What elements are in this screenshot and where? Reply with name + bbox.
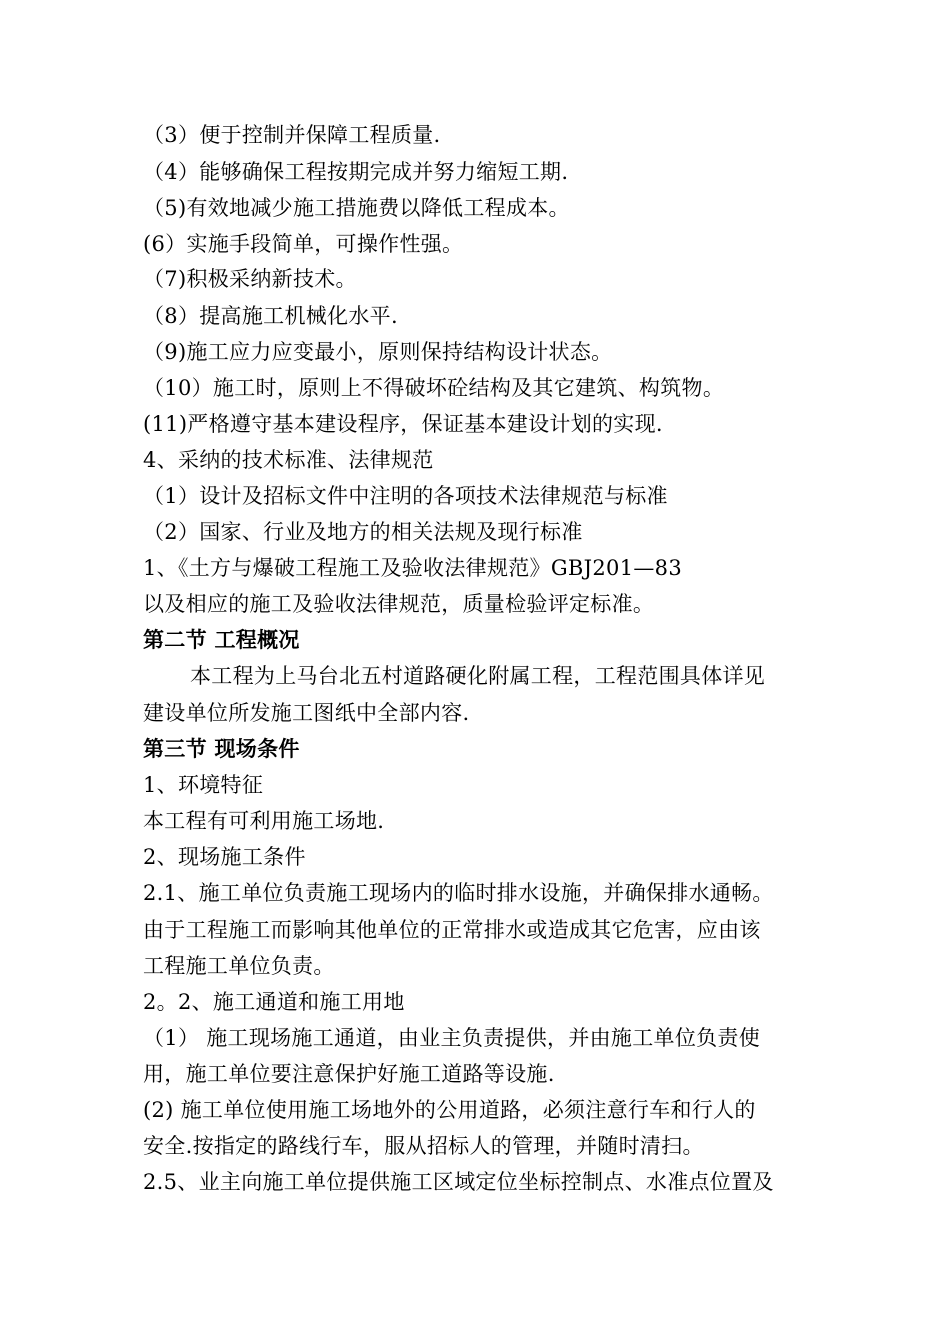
overview-paragraph-line-1: 本工程为上马台北五村道路硬化附属工程，工程范围具体详见: [190, 664, 766, 688]
drainage-paragraph-line-1: 2.1、施工单位负责施工现场内的临时排水设施，并确保排水通畅。: [143, 881, 774, 905]
section-heading-standards: 4、采纳的技术标准、法律规范: [143, 448, 434, 472]
access-item-1-line-1: （1） 施工现场施工通道，由业主负责提供，并由施工单位负责使: [143, 1026, 761, 1050]
standards-item-1: （1）设计及招标文件中注明的各项技术法律规范与标准: [143, 484, 668, 508]
section-heading-overview: 第二节 工程概况: [143, 628, 300, 652]
list-item-10: （10）施工时，原则上不得破坏砼结构及其它建筑、构筑物。: [143, 376, 725, 400]
list-item-7: （7)积极采纳新技术。: [143, 267, 357, 291]
list-item-3: （3）便于控制并保障工程质量.: [143, 123, 441, 147]
list-item-9: （9)施工应力应变最小，原则保持结构设计状态。: [143, 340, 613, 364]
environment-text: 本工程有可利用施工场地.: [143, 809, 385, 833]
access-item-2-line-1: (2) 施工单位使用施工场地外的公用道路，必须注意行车和行人的: [143, 1098, 756, 1122]
list-item-4: （4）能够确保工程按期完成并努力缩短工期.: [143, 160, 569, 184]
drainage-paragraph-line-3: 工程施工单位负责。: [143, 954, 335, 978]
subheading-environment: 1、环境特征: [143, 773, 264, 797]
list-item-11: (11)严格遵守基本建设程序，保证基本建设计划的实现.: [143, 412, 663, 436]
section-heading-site-conditions: 第三节 现场条件: [143, 737, 300, 761]
overview-paragraph-line-2: 建设单位所发施工图纸中全部内容.: [143, 701, 470, 725]
standards-item-2: （2）国家、行业及地方的相关法规及现行标准: [143, 520, 583, 544]
list-item-5: （5)有效地减少施工措施费以降低工程成本。: [143, 196, 570, 220]
standards-ref-1-cont: 以及相应的施工及验收法律规范，质量检验评定标准。: [143, 592, 655, 616]
subheading-access-land: 2。2、施工通道和施工用地: [143, 990, 405, 1014]
list-item-6: (6）实施手段简单，可操作性强。: [143, 232, 464, 256]
drainage-paragraph-line-2: 由于工程施工而影响其他单位的正常排水或造成其它危害，应由该: [143, 918, 761, 942]
access-item-2-line-2: 安全.按指定的路线行车，服从招标人的管理，并随时清扫。: [143, 1134, 704, 1158]
control-points-line-1: 2.5、业主向施工单位提供施工区域定位坐标控制点、水准点位置及: [143, 1170, 774, 1194]
access-item-1-line-2: 用，施工单位要注意保护好施工道路等设施.: [143, 1062, 555, 1086]
standards-ref-1: 1、《土方与爆破工程施工及验收法律规范》GBJ201—83: [143, 556, 682, 580]
subheading-site-construction: 2、现场施工条件: [143, 845, 306, 869]
list-item-8: （8）提高施工机械化水平.: [143, 304, 398, 328]
